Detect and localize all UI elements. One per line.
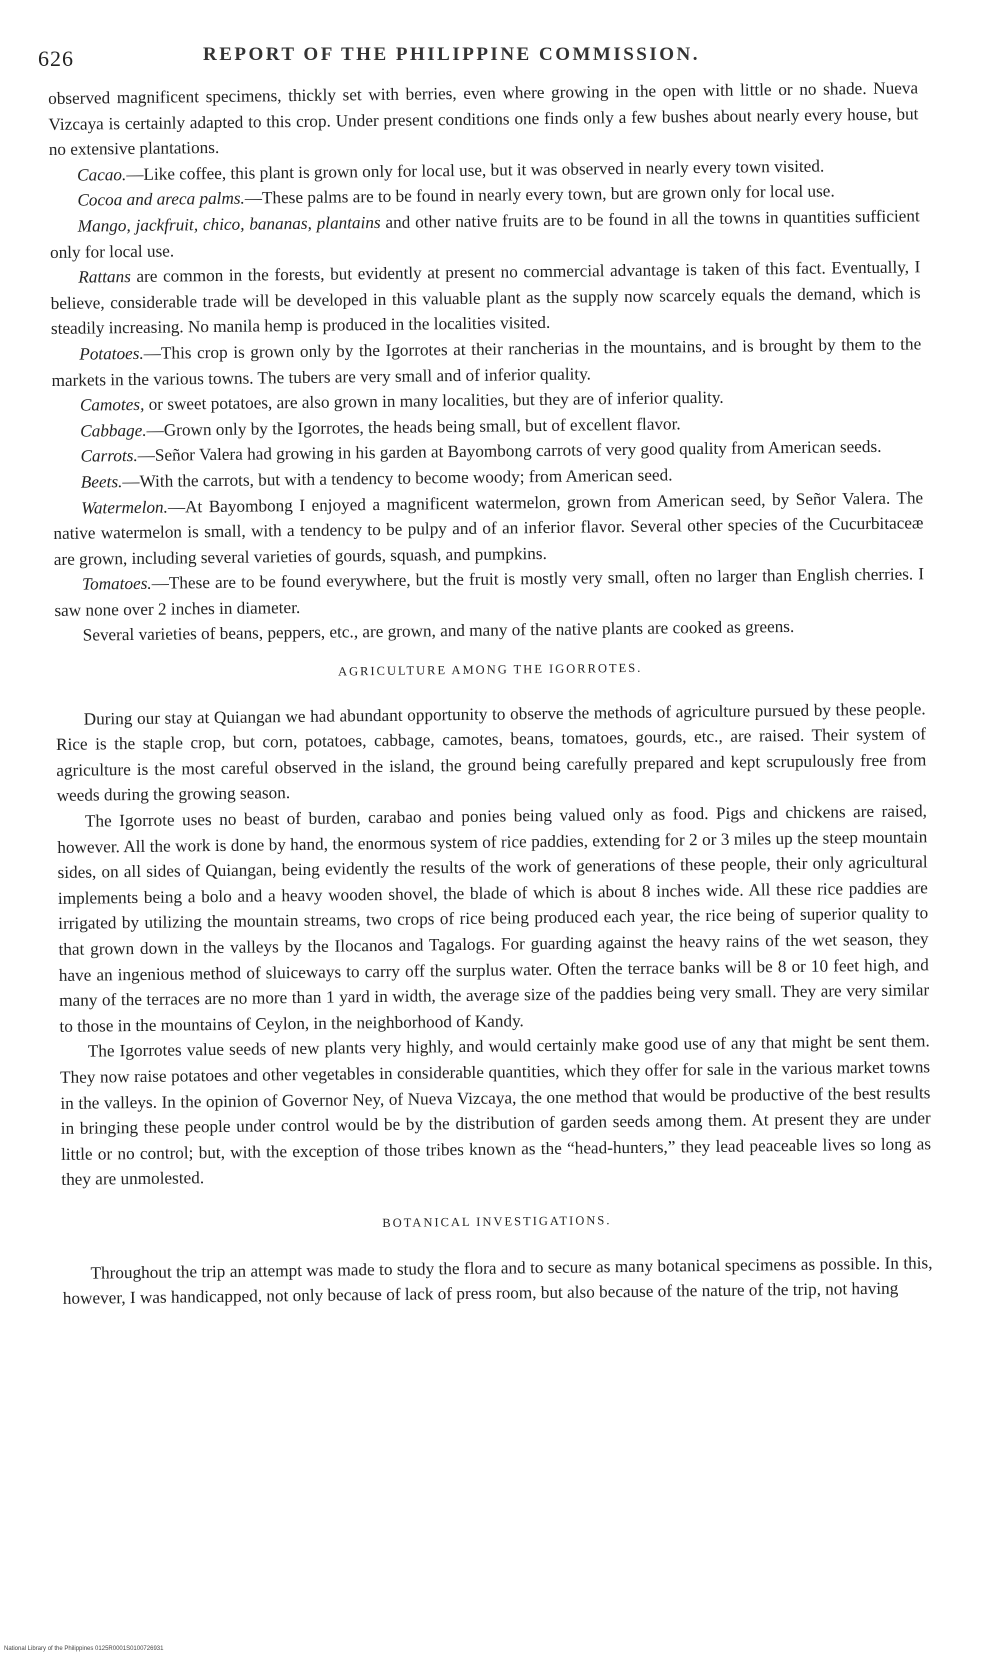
text-watermelon: —At Bayombong I enjoyed a magnificent watermelon, grown from American seed, by Señor Valera. The native watermelon is small, with a tendency to be pulpy and of an inferior flavor. Several other species of the Cucurbitaceæ are grown, including several varieties of gourds, squash, and pumpkins.	[53, 487, 924, 569]
term-potatoes: Potatoes.	[79, 343, 144, 364]
term-rattans: Rattans	[78, 267, 131, 287]
text-potatoes: —This crop is grown only by the Igorrotes at their rancherias in the mountains, and is brought by them to the markets in the various towns. The tubers are very small and of inferior quality.	[51, 334, 922, 390]
text-rattans: are common in the forests, but evidently at present no commercial advantage is taken of this fact. Eventually, I believe, considerable trade will be developed in this valuable plant as the supply now scarcely equals the demand, which is steadily increasing. No manila hemp is produced in the localities visited.	[50, 257, 921, 339]
paragraph-seeds: The Igorrotes value seeds of new plants very highly, and would certainly make good use of any that might be sent them. They now raise potatoes and other vegetables in considerable quantities, which they offer for sale in the various market towns in the valleys. In the opinion of Governor Ney, of Nueva Vizcaya, the one method that would be productive of the best results in bringing these people under control would be by the distribution of garden seeds among them. At present they are under little or no control; but, with the exception of those tribes known as the “head-hunters,” they lead peaceable lives so long as they are unmolested.	[59, 1031, 932, 1190]
paragraph-coffee-continued: observed magnificent specimens, thickly set with berries, even where growing in the open with little or no shade. Nueva Vizcaya is certainly adapted to this crop. Under present conditions one finds only a few bushes about nearly every house, but no extensive plantations.	[48, 78, 919, 160]
paragraph-botanical: Throughout the trip an attempt was made to study the flora and to secure as many botanical specimens as possible. In this, however, I was handicapped, not only because of lack of press room, but also because of the nature of the trip, not having	[62, 1252, 933, 1309]
text-cacao: —Like coffee, this plant is grown only for local use, but it was observed in nearly every town visited.	[126, 156, 825, 184]
paragraph-rattans	[50, 255, 921, 342]
term-camotes: Camotes,	[79, 394, 145, 415]
scan-credit: National Library of the Philippines 0125R0001S0100726931	[4, 1646, 164, 1652]
text-carrots: —Señor Valera had growing in his garden at Bayombong carrots of very good quality from American seeds.	[137, 437, 882, 466]
text-beets: —With the carrots, but with a tendency to become woody; from American seed.	[122, 465, 673, 492]
text-cabbage: —Grown only by the Igorrotes, the heads being small, but of excellent flavor.	[146, 414, 681, 440]
text-tomatoes: —These are to be found everywhere, but the fruit is mostly very small, often no larger than English cherries. I saw none over 2 inches in diameter.	[54, 564, 925, 620]
term-cacao: Cacao.	[76, 164, 127, 185]
paragraph-watermelon	[53, 485, 924, 572]
paragraph-quiangan: During our stay at Quiangan we had abundant opportunity to observe the methods of agriculture pursued by these people. Rice is the staple crop, but corn, potatoes, cabbage, camotes, beans, tomatoes, gourds, etc., are raised. Their system of agriculture is the most careful observed in the island, the ground being carefully prepared and kept scrupulously free from weeds during the growing season.	[55, 698, 927, 806]
term-beets: Beets.	[80, 472, 123, 492]
term-fruits: Mango, jackfruit, chico, bananas, plantains	[77, 212, 381, 236]
text-fruits: and other native fruits are to be found in all the towns in quantities sufficient only for local use.	[49, 206, 920, 262]
text-camotes: or sweet potatoes, are also grown in many localities, but they are of inferior quality.	[144, 387, 724, 414]
page-number: 626	[38, 46, 74, 71]
term-watermelon: Watermelon.	[81, 497, 168, 518]
section-heading-agriculture: AGRICULTURE AMONG THE IGORROTES.	[337, 660, 643, 679]
running-title: REPORT OF THE PHILIPPINE COMMISSION.	[203, 44, 701, 65]
section-heading-botanical: BOTANICAL INVESTIGATIONS.	[382, 1213, 612, 1230]
paragraph-rice-paddies: The Igorrote uses no beast of burden, carabao and ponies being valued only as food. Pigs and chickens are raised, however. All the work is done by hand, the enormous system of rice paddies, extending for 2 or 3 miles up the steep mountain sides, on all sides of Quiangan, being evidently the results of the work of generations of these people, their only agricultural implements being a bolo and a heavy wooden shovel, the blade of which is about 8 inches wide. All these rice paddies are irrigated by utilizing the mountain streams, two crops of rice being produced each year, the rice being of superior quality to that grown down in the valleys by the Ilocanos and Tagalogs. For guarding against the heavy rains of the wet season, they have an ingenious method of sluiceways to carry off the surplus water. Often the terrace banks will be 8 or 10 feet high, and many of the terraces are no more than 1 yard in width, the average size of the paddies being very small. They are very similar to those in the mountains of Ceylon, in the neighborhood of Kandy.	[57, 801, 930, 1036]
paragraph-beans: Several varieties of beans, peppers, etc., are grown, and many of the native plants are cooked as greens.	[82, 617, 795, 646]
body-text	[48, 75, 933, 1311]
running-head	[38, 40, 918, 76]
text-palms: —These palms are to be found in nearly every town, but are grown only for local use.	[244, 181, 835, 208]
term-carrots: Carrots.	[80, 446, 138, 466]
term-palms: Cocoa and areca palms.	[77, 188, 245, 211]
term-tomatoes: Tomatoes.	[81, 574, 152, 594]
term-cabbage: Cabbage.	[80, 420, 147, 441]
